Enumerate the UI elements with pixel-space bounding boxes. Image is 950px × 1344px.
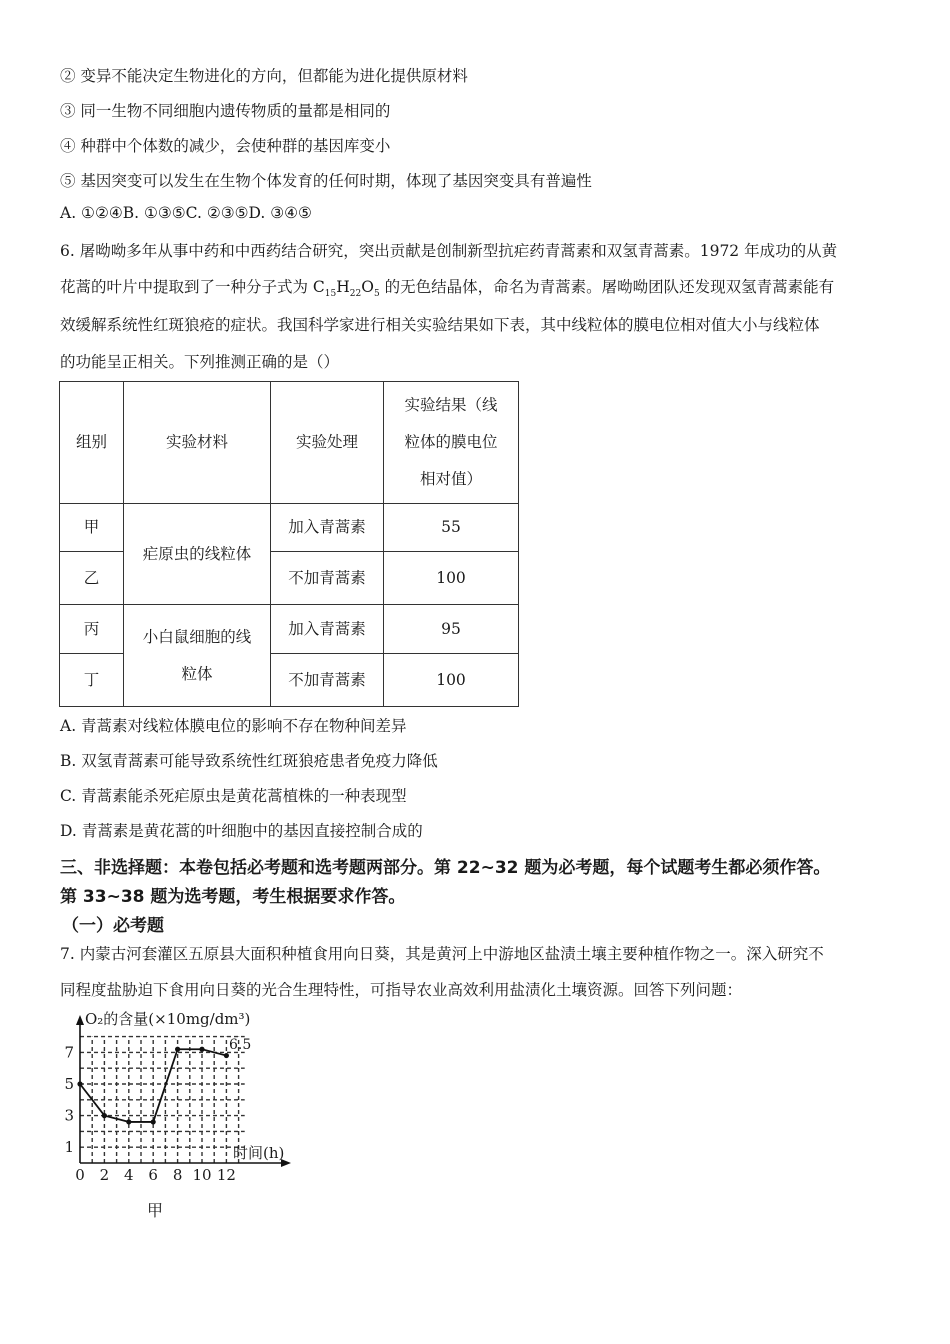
x-tick-label: 2	[99, 1166, 110, 1184]
q6-stem-line1: 6. 屠呦呦多年从事中药和中西药结合研究，突出贡献是创制新型抗疟药青蒿素和双氢青蒿素。1972 年成功的从黄	[60, 242, 838, 260]
row-group: 乙	[60, 552, 124, 605]
row-group: 丁	[60, 654, 124, 707]
q6-option-b: B. 双氢青蒿素可能导致系统性红斑狼疮患者免疫力降低	[60, 752, 438, 770]
row-value: 100	[384, 654, 519, 707]
y-tick-label: 1	[64, 1138, 74, 1157]
x-tick-label: 8	[172, 1166, 183, 1184]
chart-caption: 甲	[147, 1201, 164, 1220]
row-treatment: 加入青蒿素	[271, 605, 384, 654]
q6-option-d: D. 青蒿素是黄花蒿的叶细胞中的基因直接控制合成的	[60, 822, 423, 840]
data-point	[175, 1047, 180, 1052]
material-cell: 疟原虫的线粒体	[124, 504, 271, 605]
formula-sub-15: 15	[324, 289, 337, 300]
data-point	[102, 1113, 107, 1118]
q6-stem-line2	[60, 275, 834, 299]
q5-choices: A. ①②④B. ①③⑤C. ②③⑤D. ③④⑤	[60, 204, 312, 222]
x-tick-label: 6	[148, 1166, 158, 1184]
material-line1: 小白鼠细胞的线	[142, 627, 252, 646]
y-tick-label: 5	[64, 1075, 74, 1093]
material-cell	[124, 605, 271, 707]
row-group: 丙	[60, 605, 124, 654]
header-result-line1: 实验结果（线	[404, 396, 498, 414]
header-result-line3: 相对值）	[419, 470, 482, 488]
q6-stem-text: 花蒿的叶片中提取到了一种分子式为 C	[60, 278, 325, 296]
x-tick-label: 0	[75, 1166, 85, 1184]
y-axis-arrow	[76, 1015, 84, 1025]
y-axis-label: O₂的含量(×10mg/dm³)	[85, 1010, 251, 1028]
row-value: 55	[384, 504, 519, 552]
formula-h: H	[336, 278, 350, 296]
formula-sub-5: 5	[373, 289, 380, 300]
x-tick-label: 10	[192, 1166, 212, 1184]
x-tick-label: 12	[216, 1166, 236, 1184]
row-treatment: 加入青蒿素	[271, 504, 384, 552]
end-data-label: 6.5	[229, 1037, 252, 1053]
oxygen-line-chart	[55, 1005, 315, 1235]
header-treatment: 实验处理	[271, 382, 384, 504]
y-tick-label: 3	[64, 1106, 74, 1125]
x-axis-label: 时间(h)	[233, 1144, 285, 1162]
data-point	[77, 1081, 82, 1086]
section-heading-line1: 三、非选择题：本卷包括必考题和选考题两部分。第 22~32 题为必考题，每个试题考生都必须作答。	[60, 858, 831, 878]
row-treatment: 不加青蒿素	[271, 654, 384, 707]
q5-option-3: ③ 同一生物不同细胞内遗传物质的量都是相同的	[60, 102, 391, 120]
chart-grid	[80, 1037, 245, 1163]
q6-option-a: A. 青蒿素对线粒体膜电位的影响不存在物种间差异	[60, 717, 407, 735]
experiment-table	[59, 381, 519, 707]
section-heading-line2: 第 33~38 题为选考题，考生根据要求作答。	[60, 887, 406, 907]
q7-stem-line2: 同程度盐胁迫下食用向日葵的光合生理特性，可指导农业高效利用盐渍化土壤资源。回答下列问题：	[60, 981, 743, 999]
x-tick-label: 4	[124, 1166, 134, 1184]
formula-o: O	[361, 278, 374, 296]
y-tick-label: 7	[64, 1043, 74, 1062]
section-subheading: （一）必考题	[62, 916, 164, 936]
data-point	[224, 1053, 229, 1058]
header-group: 组别	[60, 382, 124, 504]
row-value: 100	[384, 552, 519, 605]
q5-option-4: ④ 种群中个体数的减少，会使种群的基因库变小	[60, 137, 391, 155]
data-point	[199, 1047, 204, 1052]
data-point	[126, 1119, 131, 1124]
row-treatment: 不加青蒿素	[271, 552, 384, 605]
row-group: 甲	[60, 504, 124, 552]
formula-sub-22: 22	[349, 289, 362, 300]
q6-option-c: C. 青蒿素能杀死疟原虫是黄花蒿植株的一种表现型	[60, 787, 407, 805]
q6-stem-line4: 的功能呈正相关。下列推测正确的是（）	[60, 353, 340, 371]
header-material: 实验材料	[124, 382, 271, 504]
q7-stem-line1: 7. 内蒙古河套灌区五原县大面积种植食用向日葵，其是黄河上中游地区盐渍土壤主要种植作物之一。深入研究不	[60, 945, 824, 963]
q5-option-5: ⑤ 基因突变可以发生在生物个体发育的任何时期，体现了基因突变具有普遍性	[60, 172, 592, 190]
header-result-line2: 粒体的膜电位	[404, 433, 498, 451]
q6-stem-line3: 效缓解系统性红斑狼疮的症状。我国科学家进行相关实验结果如下表，其中线粒体的膜电位相对值大小与线粒体	[60, 316, 820, 334]
header-result	[384, 382, 519, 504]
q6-stem-text-2: 的无色结晶体，命名为青蒿素。屠呦呦团队还发现双氢青蒿素能有	[379, 278, 835, 296]
q5-option-2: ② 变异不能决定生物进化的方向，但都能为进化提供原材料	[60, 67, 468, 85]
data-point	[151, 1119, 156, 1124]
material-line2: 粒体	[181, 664, 213, 683]
row-value: 95	[384, 605, 519, 654]
